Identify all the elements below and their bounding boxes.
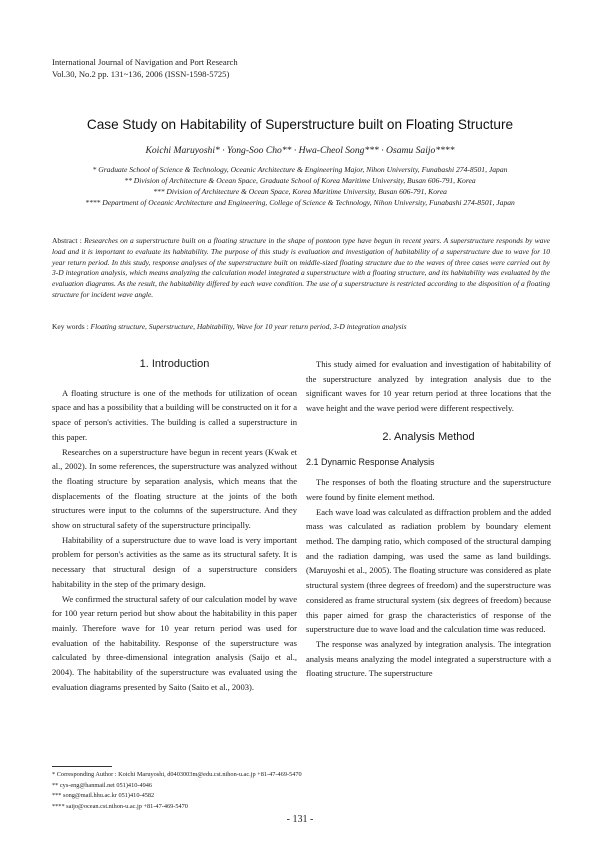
paragraph: A floating structure is one of the methods for utilization of ocean space and has a possibility that a building will be constructed on it for a space of person's activities. The building is called a superstructure in this paper. bbox=[52, 387, 297, 442]
keywords bbox=[52, 322, 550, 331]
affiliations bbox=[40, 164, 560, 208]
left-column bbox=[52, 355, 297, 694]
paragraph: We confirmed the structural safety of our calculation model by wave for 100 year return period but show about the habitability in this paper mainly. Therefore wave for 10 year return period was used for evaluation of the habitability. Response of the superstructure was calculated by three-dimensional integration analysis (Saijo et al., 2004). The habitability of the superstructure was evaluated using the evaluation diagrams presented by Saito (Saito et al., 2003). bbox=[52, 593, 297, 692]
affiliation-4: **** Department of Oceanic Architecture and Engineering, College of Science & Technology, Nihon University, Funabashi 274-8501, Japan bbox=[85, 198, 515, 208]
subsection-heading: 2.1 Dynamic Response Analysis bbox=[306, 456, 435, 467]
abstract bbox=[52, 236, 550, 301]
author-list: Koichi Maruyoshi* · Yong-Soo Cho** · Hwa-Cheol Song*** · Osamu Saijo**** bbox=[145, 145, 455, 156]
keywords-label: Key words : bbox=[52, 322, 91, 331]
journal-name: International Journal of Navigation and Port Research bbox=[52, 57, 238, 67]
paragraph: The response was analyzed by integration analysis. The integration analysis means analyzing the model integrated a superstructure with a floating structure. The superstructure bbox=[306, 638, 551, 679]
right-column bbox=[306, 357, 551, 681]
paragraph: Habitability of a superstructure due to wave load is very important problem for person's activities as the same as its structural safety. It is necessary that structural design of a superstructure considers habitability in the step of the primary design. bbox=[52, 534, 297, 589]
footnote: *** song@mail.hhu.ac.kr 051)410-4582 bbox=[52, 792, 155, 800]
journal-header bbox=[52, 57, 238, 80]
affiliation-1: * Graduate School of Science & Technology, Oceanic Architecture & Engineering Major, Nihon University, Funabashi 274-8501, Japan bbox=[92, 165, 508, 174]
paragraph: Researches on a superstructure have begun in recent years (Kwak et al., 2002). In some references, the superstructure was analyzed without the floating structure by separation analysis, which means that the displacements of the floating structure at the joints of the both structures were input to the columns of the superstructure. And they show on structural safety of the superstructure principally. bbox=[52, 446, 297, 531]
section-heading-introduction: 1. Introduction bbox=[139, 358, 210, 370]
footnote: **** saijo@ocean.cst.nihon-u.ac.jp +81-47-469-5470 bbox=[52, 802, 188, 810]
footnotes bbox=[52, 770, 302, 812]
paragraph: The responses of both the floating structure and the superstructure were found by finite element method. bbox=[306, 477, 551, 502]
journal-volume: Vol.30, No.2 pp. 131~136, 2006 (ISSN-1598-5725) bbox=[52, 68, 230, 79]
affiliation-3: *** Division of Architecture & Ocean Space, Korea Maritime University, Busan 606-791, Korea bbox=[153, 187, 447, 197]
keywords-text: Floating structure, Superstructure, Habitability, Wave for 10 year return period, 3-D integration analysis bbox=[90, 322, 407, 331]
paper-title: Case Study on Habitability of Superstructure built on Floating Structure bbox=[86, 117, 514, 132]
affiliation-2: ** Division of Architecture & Ocean Space, Graduate School of Korea Maritime University, Busan 606-791, Korea bbox=[124, 176, 476, 186]
footnote-divider bbox=[52, 766, 112, 767]
section-heading-analysis-method: 2. Analysis Method bbox=[382, 430, 475, 443]
abstract-text: Researches on a superstructure built on a floating structure in the shape of pontoon type have begun in recent years. A superstructure responds by wave load and it is important to evaluate its habitability. The purpose of this study is evaluation and investigation of habitability of a superstructure due to wave for 10 year return period. In this study, response analyses of the superstructure built on middle-sized floating structure due to the waves of three cases were carried out by 3-D integration analysis, which means analyzing the calculation model integrated a superstructure with a floating structure, and its habitability was evaluated by the evaluation diagrams. As the result, the habitability differed by each wave condition. The use of a superstructure is restricted according to the disposition of a floating structure for incident wave angle. bbox=[52, 236, 550, 299]
footnote: * Corresponding Author : Koichi Maruyoshi, d0403003m@edu.cst.nihon-u.ac.jp +81-47-469-5470 bbox=[52, 771, 302, 778]
paragraph: Each wave load was calculated as diffraction problem and the added mass was calculated as radiation problem by boundary element method. The damping ratio, which composed of the structural damping and the radiation damping, was used the same as land buildings. (Maruyoshi et al., 2005). The floating structure was considered as plate structural system (three degrees of freedom) and the superstructure was considered as frame structural system (six degrees of freedom) because this paper aimed for grasp the characteristics of response of the superstructure due to wave load and the calculation time was reduced. bbox=[306, 506, 551, 635]
abstract-label: Abstract : bbox=[52, 236, 85, 245]
footnote: ** cys-eng@hanmail.net 051)410-4946 bbox=[52, 781, 153, 789]
paragraph: This study aimed for evaluation and investigation of habitability of the superstructure analyzed by integration analysis due to the significant waves for 10 year return period at three locations that the wave height and the wave period were different respectively. bbox=[306, 359, 551, 414]
page-number: - 131 - bbox=[286, 814, 314, 825]
